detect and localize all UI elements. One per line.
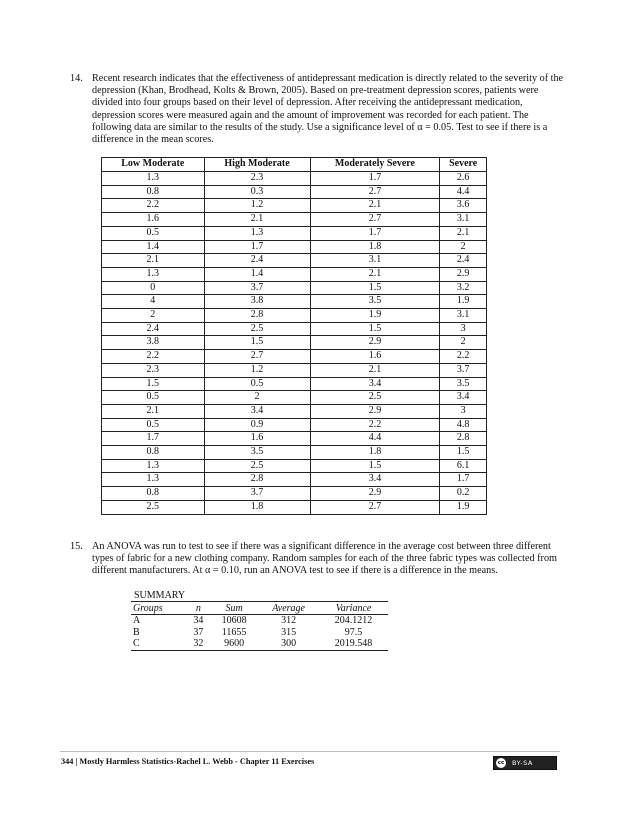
problem-15-number: 15. (70, 541, 83, 552)
table-cell: 1.6 (204, 432, 310, 446)
table-cell: 2.1 (440, 226, 487, 240)
summary-title: SUMMARY (134, 590, 186, 601)
table-cell: 2.5 (310, 391, 440, 405)
problem-14 (70, 73, 565, 146)
summary-cell: 315 (281, 626, 297, 638)
table-cell: 0.8 (102, 487, 205, 501)
col-header-low-moderate: Low Moderate (102, 158, 205, 172)
table-cell: 1.2 (204, 363, 310, 377)
summary-cell: C (131, 638, 187, 650)
table-cell: 1.3 (102, 172, 205, 186)
summary-cell: 10608 (221, 615, 247, 627)
table-cell: 1.6 (102, 213, 205, 227)
table-cell: 2.3 (102, 363, 205, 377)
table-cell: 1.7 (310, 172, 440, 186)
table-cell: 2 (204, 391, 310, 405)
table-cell: 2.7 (310, 213, 440, 227)
table-row (102, 336, 487, 350)
table-cell: 3.4 (310, 473, 440, 487)
table-row (102, 240, 487, 254)
table-cell: 2.1 (204, 213, 310, 227)
summary-row (131, 638, 388, 650)
table-cell: 3.5 (310, 295, 440, 309)
table-cell: 1.8 (310, 446, 440, 460)
table-cell: 1.3 (102, 473, 205, 487)
table-cell: 2.8 (204, 473, 310, 487)
table-row (102, 254, 487, 268)
summary-cell: 204.1212 (334, 615, 373, 627)
table-row (102, 267, 487, 281)
table-row (102, 309, 487, 323)
depression-data-table (101, 157, 487, 515)
table-cell: 2.4 (204, 254, 310, 268)
table-cell: 0.5 (102, 418, 205, 432)
table-cell: 2.4 (440, 254, 487, 268)
table-cell: 2 (440, 240, 487, 254)
summary-cell: A (133, 615, 141, 627)
problem-14-text: Recent research indicates that the effectiveness of antidepressant medication is directly related to the severity of the depression (Khan, Brodhead, Kolts & Brown, 2005). Based on pre-treatment depression scores, patients were divided into four groups based on their level of depression. After receiving the antidepressant medication, depression scores were measured again and the amount of improvement was recorded for each patient. The following data are similar to the results of the study. Use a significance level of α = 0.05. Test to see if there is a difference in the mean scores. (92, 73, 564, 146)
table-cell: 1.4 (102, 240, 205, 254)
table-cell: 0.5 (102, 391, 205, 405)
table-cell: 0.5 (102, 226, 205, 240)
table-cell: 2.7 (204, 350, 310, 364)
table-row (102, 500, 487, 514)
table-row (102, 322, 487, 336)
table-cell: 2.5 (204, 459, 310, 473)
problem-14-number: 14. (70, 73, 83, 84)
table-cell: 1.7 (102, 432, 205, 446)
table-cell: 1.5 (204, 336, 310, 350)
table-row (102, 213, 487, 227)
summary-header-groups: Groups (131, 602, 187, 615)
table-cell: 3.4 (310, 377, 440, 391)
table-cell: 2.9 (310, 404, 440, 418)
table-cell: 3 (440, 322, 487, 336)
table-cell: 2.2 (102, 199, 205, 213)
table-cell: 1.5 (310, 459, 440, 473)
table-row (102, 281, 487, 295)
summary-cell: 9600 (210, 638, 258, 650)
table-cell: 2.8 (440, 432, 487, 446)
table-row (102, 404, 487, 418)
table-cell: 3.7 (440, 363, 487, 377)
summary-cell: 300 (258, 638, 319, 650)
summary-header-sum: Sum (210, 602, 258, 615)
table-cell: 2 (440, 336, 487, 350)
table-cell: 1.3 (102, 267, 205, 281)
table-cell: 2.1 (102, 404, 205, 418)
table-cell: 1.9 (440, 295, 487, 309)
table-cell: 1.8 (204, 500, 310, 514)
table-row (102, 459, 487, 473)
table-cell: 3.1 (440, 309, 487, 323)
table-cell: 0.2 (440, 487, 487, 501)
table-cell: 3.5 (204, 446, 310, 460)
table-cell: 1.7 (440, 473, 487, 487)
table-cell: 4.8 (440, 418, 487, 432)
table-cell: 2.2 (440, 350, 487, 364)
summary-header-n: n (187, 602, 210, 615)
table-cell: 0 (102, 281, 205, 295)
table-row (102, 295, 487, 309)
table-cell: 1.5 (102, 377, 205, 391)
table-cell: 2.9 (310, 336, 440, 350)
table-cell: 3.2 (440, 281, 487, 295)
anova-summary-table (131, 601, 388, 651)
table-cell: 1.5 (310, 281, 440, 295)
table-cell: 2.3 (204, 172, 310, 186)
table-cell: 2.5 (102, 500, 205, 514)
table-cell: 1.2 (204, 199, 310, 213)
table-row (102, 418, 487, 432)
table-cell: 4.4 (440, 185, 487, 199)
table-cell: 2.1 (310, 267, 440, 281)
problem-15 (70, 541, 565, 578)
summary-cell: 34 (193, 615, 204, 627)
table-cell: 3.1 (440, 213, 487, 227)
table-cell: 2.7 (310, 185, 440, 199)
table-row (102, 199, 487, 213)
summary-header-variance: Variance (319, 602, 388, 615)
cc-license-badge (493, 756, 557, 770)
table-cell: 0.5 (204, 377, 310, 391)
table-cell: 4 (102, 295, 205, 309)
table-cell: 3 (440, 404, 487, 418)
table-cell: 2.4 (102, 322, 205, 336)
table-cell: 1.9 (310, 309, 440, 323)
table-cell: 2.2 (310, 418, 440, 432)
table-cell: 2.8 (204, 309, 310, 323)
summary-cell: 11655 (221, 626, 247, 638)
table-cell: 6.1 (440, 459, 487, 473)
license-label: BY-SA (512, 759, 533, 767)
table-cell: 1.5 (310, 322, 440, 336)
table-cell: 3.1 (310, 254, 440, 268)
table-cell: 1.7 (204, 240, 310, 254)
table-row (102, 391, 487, 405)
table-cell: 3.5 (440, 377, 487, 391)
table-cell: 1.7 (310, 226, 440, 240)
table-cell: 3.8 (204, 295, 310, 309)
table-row (102, 185, 487, 199)
table-row (102, 473, 487, 487)
col-header-high-moderate: High Moderate (204, 158, 310, 172)
table-cell: 2 (102, 309, 205, 323)
table-row (102, 226, 487, 240)
table-cell: 4.4 (310, 432, 440, 446)
col-header-severe: Severe (440, 158, 487, 172)
table-cell: 1.8 (310, 240, 440, 254)
table-row (102, 363, 487, 377)
problem-15-text: An ANOVA was run to test to see if there was a significant difference in the average cost between three different types of fabric for a new clothing company. Random samples for each of the three fabric types was collected from different manufacturers. At α = 0.10, run an ANOVA test to see if there is a difference in the means. (92, 541, 557, 577)
table-header-row (102, 158, 487, 172)
table-cell: 3.4 (204, 404, 310, 418)
table-cell: 3.6 (440, 199, 487, 213)
page-footer: 344 | Mostly Harmless Statistics-Rachel L. Webb - Chapter 11 Exercises (61, 757, 315, 766)
table-cell: 3.4 (440, 391, 487, 405)
table-row (102, 377, 487, 391)
summary-row (131, 627, 388, 639)
table-row (102, 446, 487, 460)
table-cell: 2.1 (310, 199, 440, 213)
table-cell: 2.9 (310, 487, 440, 501)
summary-cell: 312 (281, 615, 297, 627)
table-cell: 0.8 (102, 446, 205, 460)
table-cell: 1.3 (102, 459, 205, 473)
table-cell: 3.7 (204, 281, 310, 295)
table-cell: 2.1 (102, 254, 205, 268)
table-cell: 1.6 (310, 350, 440, 364)
table-row (102, 487, 487, 501)
summary-cell: 37 (193, 626, 204, 638)
table-cell: 0.3 (204, 185, 310, 199)
table-cell: 1.9 (440, 500, 487, 514)
table-row (102, 172, 487, 186)
table-row (102, 432, 487, 446)
table-cell: 2.1 (310, 363, 440, 377)
table-cell: 1.5 (440, 446, 487, 460)
table-cell: 2.6 (440, 172, 487, 186)
table-cell: 1.4 (204, 267, 310, 281)
table-cell: 2.7 (310, 500, 440, 514)
table-cell: 2.2 (102, 350, 205, 364)
summary-cell: 2019.548 (319, 638, 388, 650)
table-row (102, 350, 487, 364)
table-cell: 0.9 (204, 418, 310, 432)
summary-header-average: Average (258, 602, 319, 615)
table-cell: 1.3 (204, 226, 310, 240)
summary-cell: 97.5 (344, 626, 363, 638)
table-cell: 3.7 (204, 487, 310, 501)
table-cell: 2.5 (204, 322, 310, 336)
summary-row (131, 615, 388, 627)
cc-icon: cc (497, 760, 505, 766)
table-cell: 3.8 (102, 336, 205, 350)
summary-cell: 32 (187, 638, 210, 650)
col-header-moderately-severe: Moderately Severe (310, 158, 440, 172)
summary-cell: B (133, 626, 140, 638)
table-cell: 0.8 (102, 185, 205, 199)
footer-divider (60, 751, 560, 752)
summary-header-row (131, 602, 388, 615)
table-cell: 2.9 (440, 267, 487, 281)
